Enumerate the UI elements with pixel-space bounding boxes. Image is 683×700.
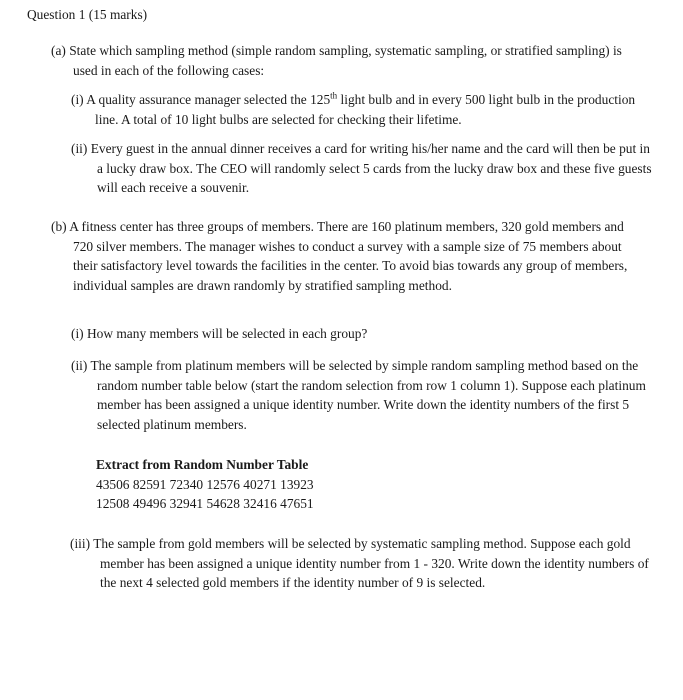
part-a-label: (a)	[51, 43, 66, 58]
part-a-text: State which sampling method (simple random sampling, systematic sampling, or stratified sampling) is used in each of the following cases:	[69, 43, 622, 78]
part-b-item-i-text: How many members will be selected in each group?	[87, 326, 368, 341]
random-table-row-1: 43506 82591 72340 12576 40271 13923	[96, 476, 314, 492]
part-a-item-i-superscript: th	[330, 90, 338, 101]
part-b-item-ii	[71, 356, 659, 434]
part-b-item-i-label: (i)	[71, 326, 84, 341]
part-b-item-ii-label: (ii)	[71, 358, 88, 373]
part-a-item-i	[71, 90, 647, 129]
part-b-label: (b)	[51, 219, 67, 234]
part-b-item-iii-text: The sample from gold members will be selected by systematic sampling method. Suppose each gold member has been assigned a unique identity number from 1 - 320. Write down the identity numbers of the next 4 selected gold members if the identity number of 9 is selected.	[93, 536, 649, 591]
part-a-item-ii-text: Every guest in the annual dinner receives a card for writing his/her name and the card will then be put in a lucky draw box. The CEO will randomly select 5 cards from the lucky draw box and these five guests will each receive a souvenir.	[90, 141, 652, 196]
part-a-item-i-text-after: light bulb and in every 500 light bulb in the production line. A total of 10 light bulbs are selected for checking their lifetime.	[95, 92, 636, 127]
part-a	[51, 41, 635, 80]
part-b-item-ii-text: The sample from platinum members will be selected by simple random sampling method based on the random number table below (start the random selection from row 1 column 1). Suppose each platinum member has been assigned a unique identity number. Write down the identity numbers of the first 5 selected platinum members.	[90, 358, 646, 432]
part-a-item-ii-label: (ii)	[71, 141, 88, 156]
random-table-title: Extract from Random Number Table	[96, 457, 309, 472]
part-b-item-i	[71, 324, 621, 344]
part-a-item-i-text-before: A quality assurance manager selected the 125	[86, 92, 331, 107]
part-a-item-ii	[71, 139, 653, 198]
part-b	[51, 217, 641, 295]
part-b-item-iii-label: (iii)	[70, 536, 91, 551]
part-b-text: A fitness center has three groups of members. There are 160 platinum members, 320 gold members and 720 silver members. The manager wishes to conduct a survey with a sample size of 75 members about their satisfactory level towards the facilities in the center. To avoid bias towards any group of members, individual samples are drawn randomly by stratified sampling method.	[69, 219, 628, 293]
random-table-row-2: 12508 49496 32941 54628 32416 47651	[96, 496, 314, 512]
part-b-item-iii	[70, 534, 662, 593]
part-a-item-i-label: (i)	[71, 92, 84, 107]
random-number-table	[96, 455, 546, 514]
question-title: Question 1 (15 marks)	[27, 7, 148, 22]
